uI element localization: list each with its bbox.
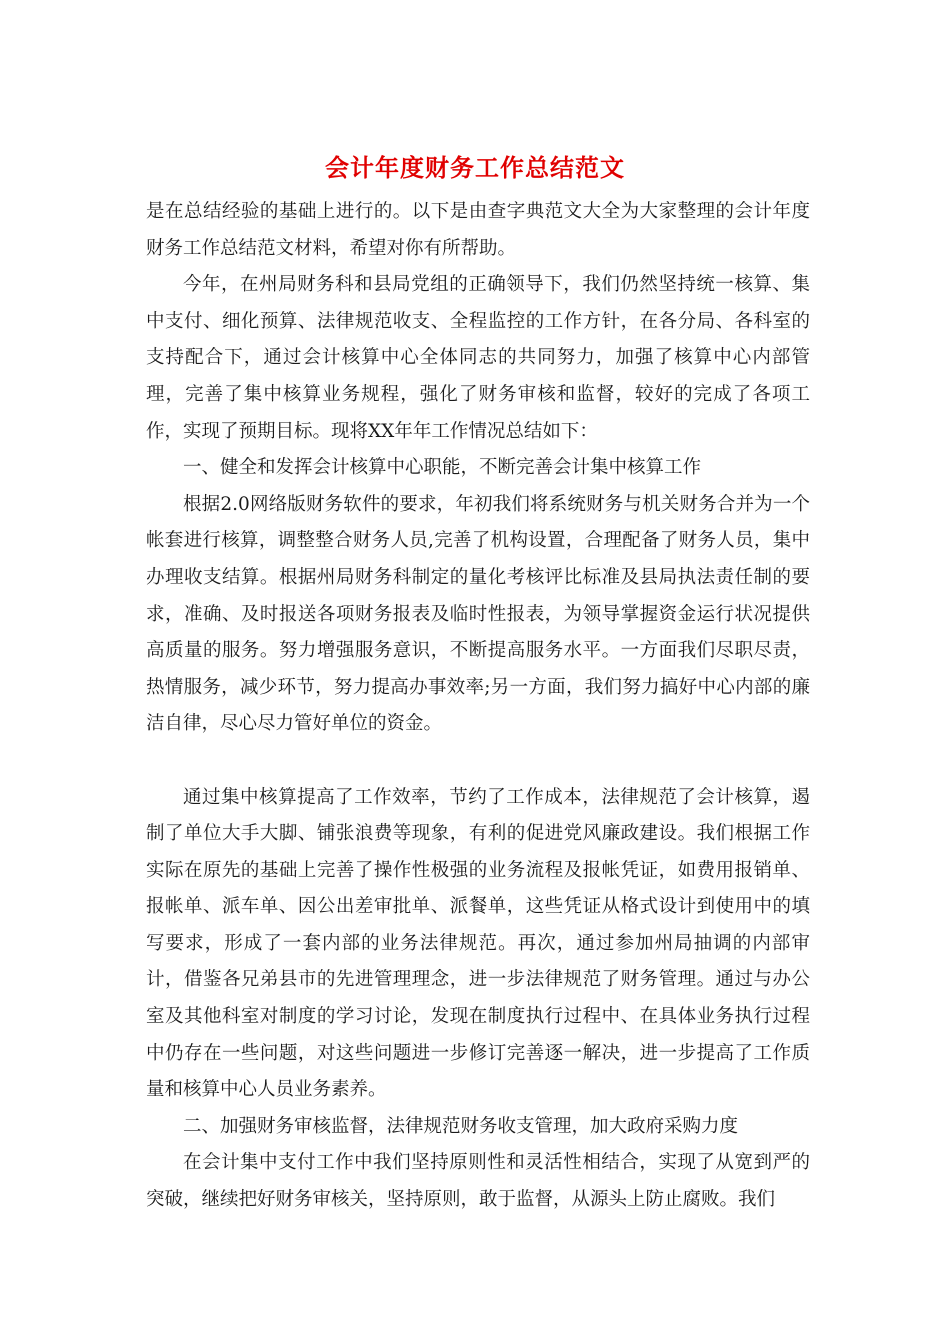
intro-paragraph: 是在总结经验的基础上进行的。以下是由查字典范文大全为大家整理的会计年度财务工作总结范文材料，希望对你有所帮助。 [146, 201, 810, 259]
body-paragraph: 根据2.0网络版财务软件的要求，年初我们将系统财务与机关财务合并为一个帐套进行核算，调整整合财务人员,完善了机构设置，合理配备了财务人员，集中办理收支结算。根据州局财务科制定的量化考核评比标准及县局执法责任制的要求，准确、及时报送各项财务报表及临时性报表，为领导掌握资金运行状况提供高质量的服务。努力增强服务意识，不断提高服务水平。一方面我们尽职尽责，热情服务，减少环节，努力提高办事效率;另一方面，我们努力搞好中心内部的廉洁自律，尽心尽力管好单位的资金。 [146, 493, 810, 735]
section-heading-1: 一、健全和发挥会计核算中心职能，不断完善会计集中核算工作 [183, 457, 702, 479]
document-body [146, 194, 810, 1219]
body-paragraph: 今年，在州局财务科和县局党组的正确领导下，我们仍然坚持统一核算、集中支付、细化预算、法律规范收支、全程监控的工作方针，在各分局、各科室的支持配合下，通过会计核算中心全体同志的共同努力，加强了核算中心内部管理，完善了集中核算业务规程，强化了财务审核和监督，较好的完成了各项工作，实现了预期目标。现将XX年年工作情况总结如下： [146, 274, 810, 442]
body-paragraph: 在会计集中支付工作中我们坚持原则性和灵活性相结合，实现了从宽到严的突破，继续把好财务审核关，坚持原则，敢于监督，从源头上防止腐败。我们 [146, 1152, 810, 1211]
section-heading-2: 二、加强财务审核监督，法律规范财务收支管理，加大政府采购力度 [183, 1115, 739, 1137]
blank-line [146, 743, 810, 780]
document-title: 会计年度财务工作总结范文 [325, 153, 625, 182]
body-paragraph: 通过集中核算提高了工作效率，节约了工作成本，法律规范了会计核算，遏制了单位大手大脚、铺张浪费等现象，有利的促进党风廉政建设。我们根据工作实际在原先的基础上完善了操作性极强的业务流程及报帐凭证，如费用报销单、报帐单、派车单、因公出差审批单、派餐单，这些凭证从格式设计到使用中的填写要求，形成了一套内部的业务法律规范。再次，通过参加州局抽调的内部审计，借鉴各兄弟县市的先进管理理念，进一步法律规范了财务管理。通过与办公室及其他科室对制度的学习讨论，发现在制度执行过程中、在具体业务执行过程中仍存在一些问题，对这些问题进一步修订完善逐一解决，进一步提高了工作质量和核算中心人员业务素养。 [146, 786, 810, 1101]
